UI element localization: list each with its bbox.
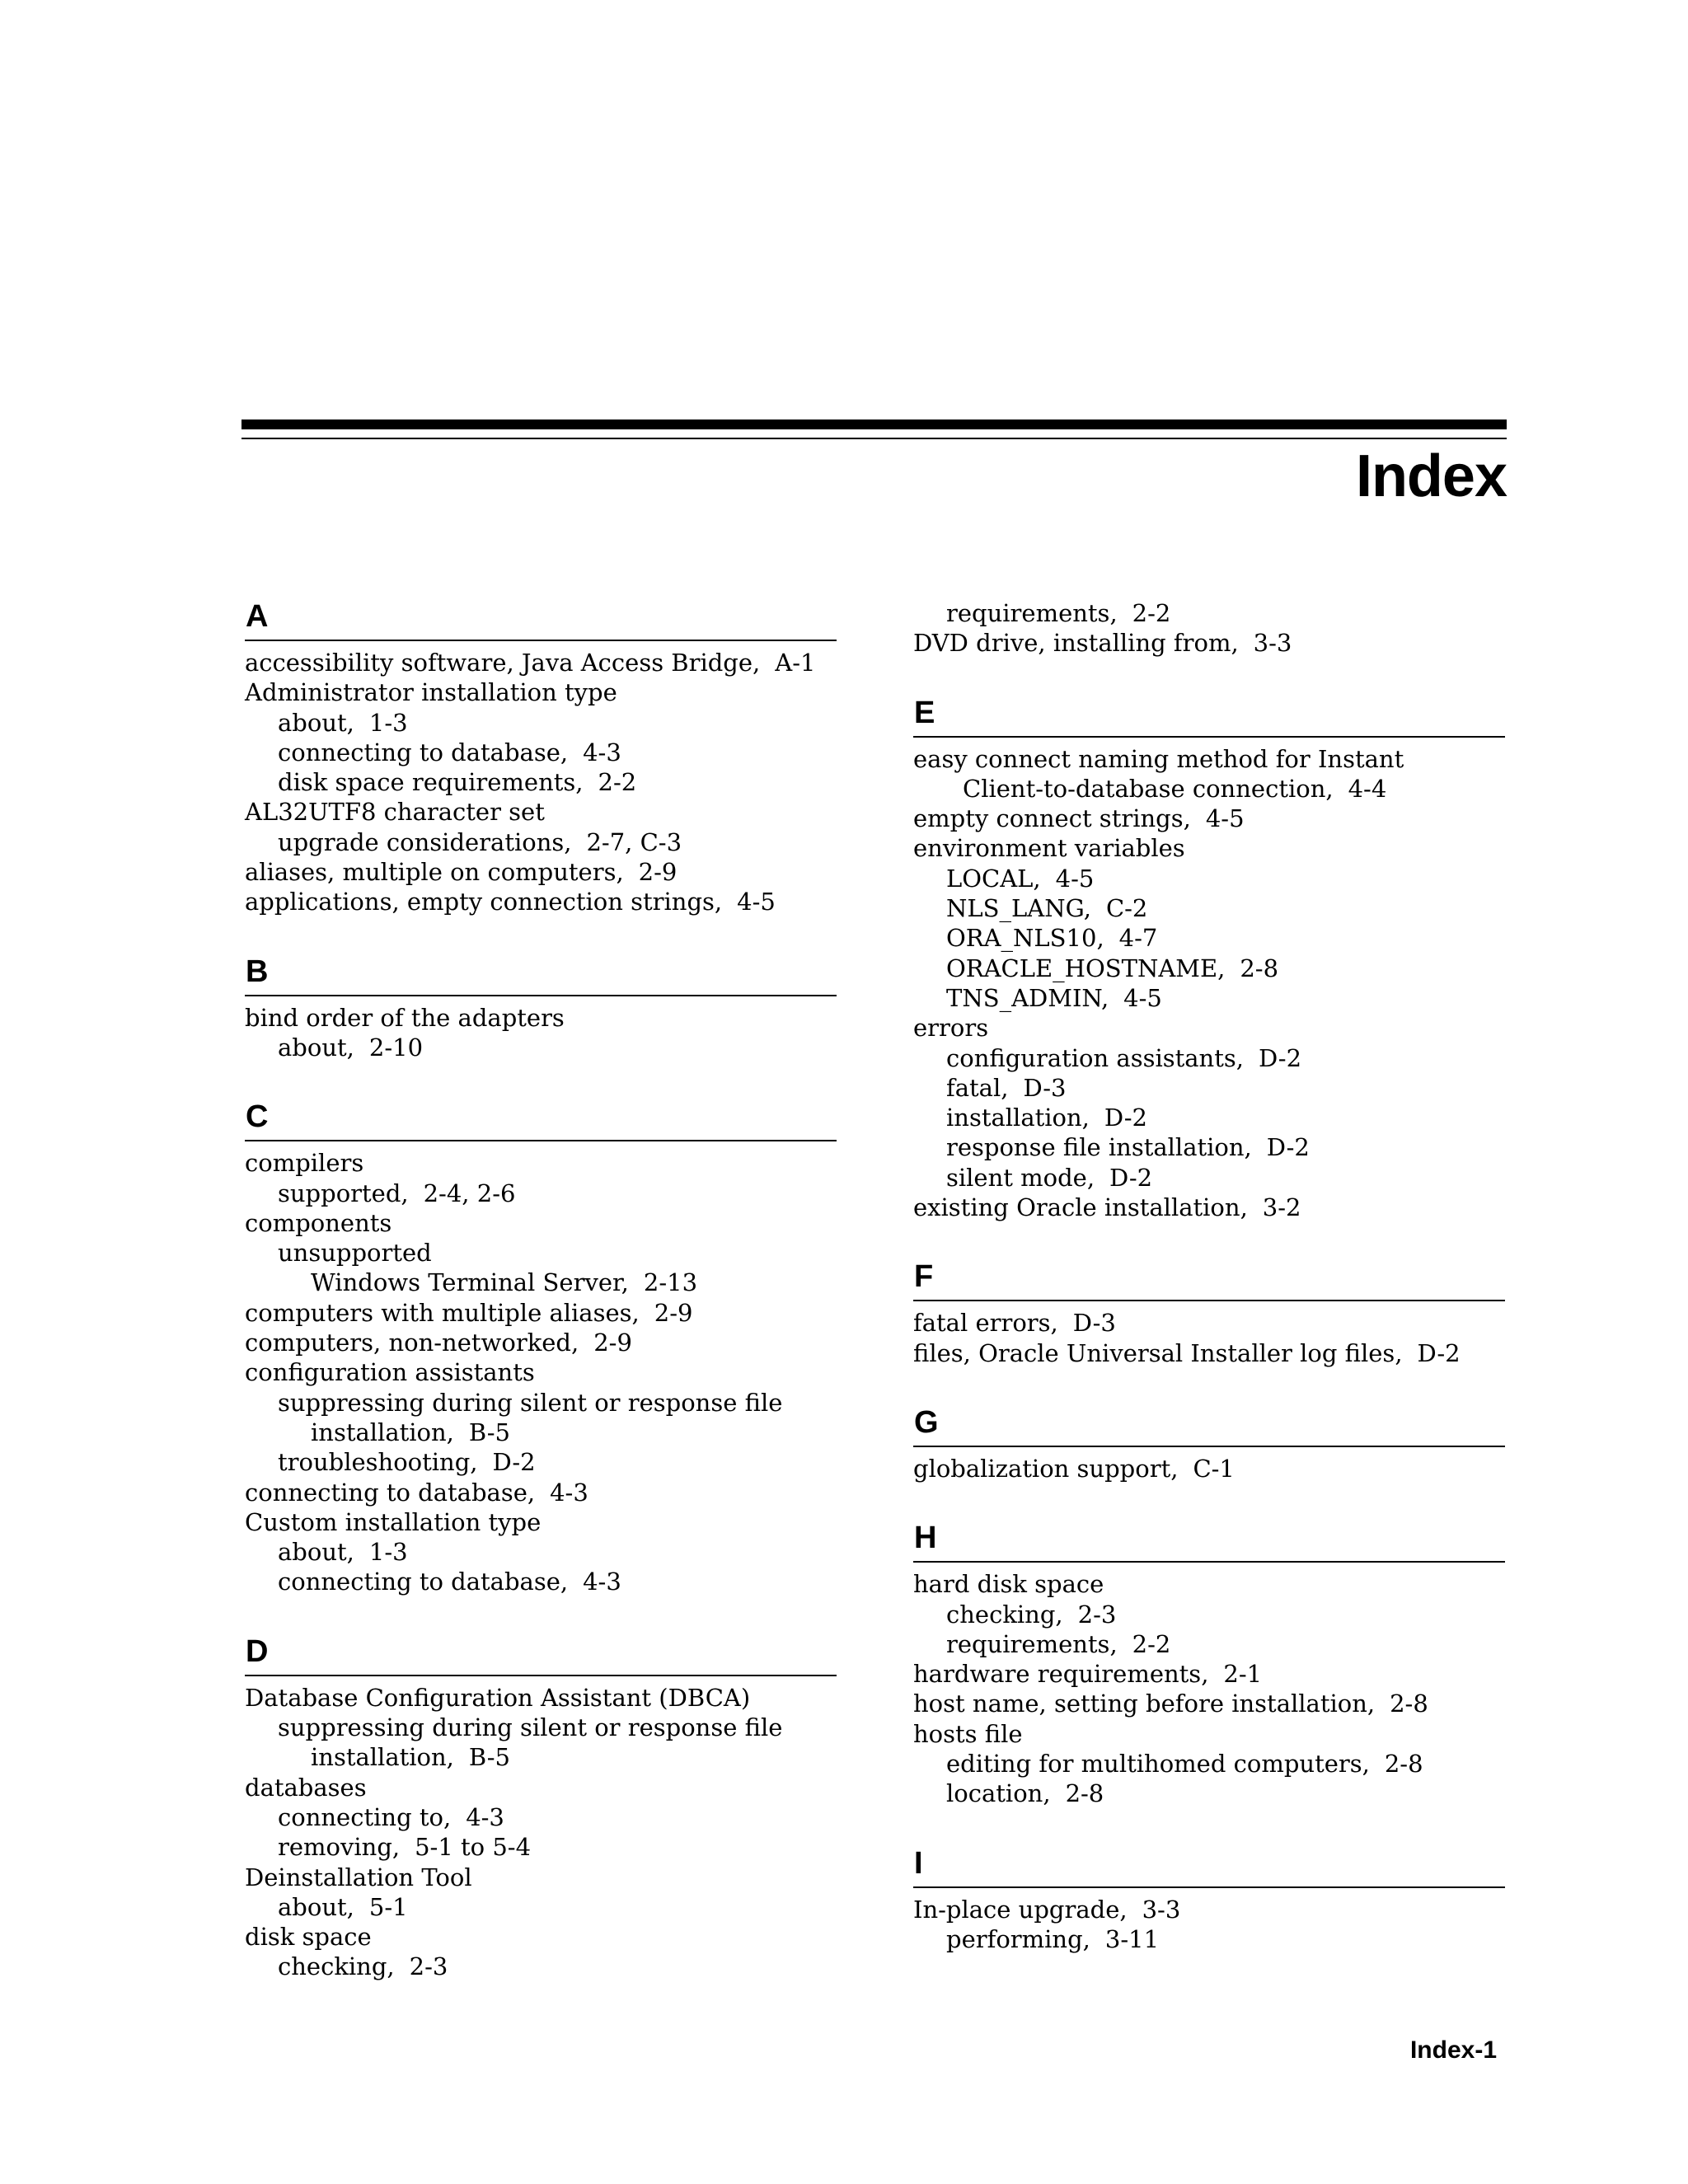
index-page-ref: 4-5 <box>737 888 776 916</box>
index-page-ref: 4-5 <box>1055 864 1095 893</box>
index-term: host name, setting before installation, <box>913 1690 1376 1718</box>
index-entry <box>245 1268 837 1297</box>
index-entry <box>245 708 837 738</box>
index-term: Custom installation type <box>245 1507 542 1536</box>
index-page-ref: 2-1 <box>1223 1660 1263 1689</box>
index-entry-list <box>913 1447 1505 1483</box>
index-term: ORA_NLS10, <box>946 924 1104 953</box>
index-term: unsupported <box>278 1239 432 1268</box>
index-page-ref: D-2 <box>1104 1104 1147 1132</box>
index-entry <box>245 1478 837 1507</box>
index-entry <box>245 738 837 767</box>
index-term: compilers <box>245 1149 364 1178</box>
index-entry <box>245 1148 837 1178</box>
index-entry <box>245 1447 837 1477</box>
index-entry <box>913 1132 1505 1162</box>
index-section <box>245 593 837 917</box>
index-entry <box>245 1832 837 1862</box>
index-entry <box>245 1713 837 1742</box>
index-entry-list <box>913 738 1505 1223</box>
index-term: empty connect strings, <box>913 804 1191 833</box>
index-entry <box>913 598 1505 628</box>
index-page-ref: 2-3 <box>409 1952 448 1981</box>
index-term: installation, <box>311 1418 454 1446</box>
index-term: about, <box>278 1538 354 1567</box>
index-entry <box>913 864 1505 893</box>
index-entry <box>913 628 1505 658</box>
index-entry <box>245 677 837 707</box>
index-entry <box>913 1043 1505 1073</box>
index-page-ref: 2-8 <box>1390 1690 1428 1718</box>
index-term: fatal, <box>946 1073 1009 1102</box>
index-entry-list <box>913 1563 1505 1808</box>
index-term: suppressing during silent or response file <box>278 1388 783 1417</box>
index-entry <box>245 1357 837 1387</box>
index-page-ref: 2-3 <box>1077 1600 1117 1629</box>
index-entry <box>913 1013 1505 1043</box>
index-term: suppressing during silent or response file <box>278 1713 783 1742</box>
index-entry-list <box>913 1301 1505 1368</box>
section-letter-heading: A <box>245 593 837 641</box>
index-section <box>245 1629 837 1982</box>
index-entry <box>245 1003 837 1033</box>
index-page-ref: D-2 <box>1259 1043 1302 1072</box>
index-term: connecting to database, <box>278 738 569 766</box>
index-column-left <box>245 593 837 2013</box>
index-entry <box>913 1163 1505 1193</box>
index-term: editing for multihomed computers, <box>946 1750 1370 1779</box>
index-entry <box>245 767 837 797</box>
index-column-right <box>913 598 1505 1985</box>
index-entry <box>245 797 837 827</box>
index-page-ref: 3-2 <box>1262 1193 1301 1222</box>
index-term: databases <box>245 1773 367 1802</box>
index-entry <box>245 1773 837 1802</box>
index-term: checking, <box>278 1952 395 1981</box>
index-term: bind order of the adapters <box>245 1003 565 1032</box>
index-entry <box>245 1952 837 1981</box>
index-entry <box>245 1328 837 1357</box>
index-term: Client-to-database connection, <box>963 774 1334 803</box>
index-entry <box>245 1683 837 1713</box>
index-section <box>913 690 1505 1223</box>
index-entry <box>245 1742 837 1772</box>
index-page-ref: C-2 <box>1105 894 1148 923</box>
index-page-ref: 4-3 <box>466 1802 504 1831</box>
index-entry <box>245 1418 837 1447</box>
index-entry <box>913 1308 1505 1338</box>
index-page-ref: 2-2 <box>1132 599 1171 627</box>
index-entry <box>913 1454 1505 1483</box>
index-term: disk space requirements, <box>278 768 584 797</box>
index-page-ref: 2-9 <box>593 1329 632 1357</box>
index-entry <box>245 1567 837 1596</box>
index-page-ref: 4-7 <box>1118 924 1158 953</box>
page-folio: Index-1 <box>1409 2036 1497 2064</box>
index-entry <box>245 1033 837 1062</box>
section-letter-heading: B <box>245 949 837 996</box>
index-term: configuration assistants <box>245 1358 535 1387</box>
index-entry <box>913 1103 1505 1132</box>
index-page-ref: 2-9 <box>638 858 678 887</box>
index-page-ref: C-1 <box>1193 1454 1235 1483</box>
index-term: response file installation, <box>946 1133 1252 1162</box>
index-page-ref: 3-3 <box>1142 1895 1181 1924</box>
index-page-ref: 4-3 <box>550 1478 588 1507</box>
index-page-ref: 4-3 <box>583 1568 621 1596</box>
index-term: globalization support, <box>913 1454 1179 1483</box>
section-letter-heading: E <box>913 690 1505 738</box>
index-entry <box>245 1802 837 1832</box>
index-page-ref: 4-5 <box>1123 983 1162 1012</box>
title-rule-thick <box>241 419 1507 429</box>
index-page-ref: 2-10 <box>368 1033 424 1062</box>
index-entry <box>913 1749 1505 1779</box>
index-page-ref: 2-8 <box>1384 1750 1423 1779</box>
index-term: computers with multiple aliases, <box>245 1298 640 1327</box>
index-term: troubleshooting, <box>278 1448 478 1477</box>
title-rule-thin <box>241 438 1507 439</box>
index-entry <box>913 1924 1505 1954</box>
index-term: configuration assistants, <box>946 1043 1244 1072</box>
index-entry <box>245 1298 837 1328</box>
index-term: ORACLE_HOSTNAME, <box>946 954 1226 982</box>
index-section <box>245 949 837 1063</box>
index-entry <box>245 857 837 887</box>
index-page-ref: 4-4 <box>1348 774 1387 803</box>
index-term: applications, empty connection strings, <box>245 888 723 916</box>
index-entry-list <box>245 641 837 917</box>
section-letter-heading: F <box>913 1254 1505 1301</box>
index-page-ref: B-5 <box>468 1418 511 1446</box>
index-entry <box>913 1569 1505 1599</box>
index-term: hard disk space <box>913 1570 1104 1599</box>
index-term: easy connect naming method for Instant <box>913 744 1404 773</box>
index-entry <box>245 1863 837 1892</box>
section-letter-heading: D <box>245 1629 837 1676</box>
index-term: about, <box>278 1892 354 1921</box>
page-title: Index <box>1355 443 1507 509</box>
index-page-ref: 2-8 <box>1240 954 1279 982</box>
index-entry <box>913 1719 1505 1749</box>
index-entry <box>245 1238 837 1268</box>
index-page-ref: D-2 <box>1266 1133 1310 1162</box>
index-term: location, <box>946 1779 1051 1808</box>
index-term: about, <box>278 1033 354 1062</box>
index-entry-list <box>913 1888 1505 1955</box>
index-page-ref: D-2 <box>1109 1163 1153 1192</box>
index-term: components <box>245 1208 392 1237</box>
index-term: NLS_LANG, <box>946 894 1091 923</box>
index-term: connecting to database, <box>278 1568 569 1596</box>
index-page-ref: 2-2 <box>598 768 637 797</box>
index-entry-list <box>245 996 837 1063</box>
index-term: hosts file <box>913 1719 1023 1748</box>
index-term: disk space <box>245 1923 372 1952</box>
index-section <box>913 598 1505 658</box>
index-term: about, <box>278 708 354 737</box>
index-term: files, Oracle Universal Installer log files, <box>913 1338 1403 1367</box>
index-term: installation, <box>311 1743 454 1772</box>
section-letter-heading: C <box>245 1094 837 1141</box>
index-entry <box>913 1338 1505 1368</box>
index-entry <box>913 954 1505 983</box>
index-term: environment variables <box>913 834 1185 863</box>
index-term: installation, <box>946 1104 1090 1132</box>
index-term: Windows Terminal Server, <box>311 1268 629 1297</box>
index-entry <box>913 1073 1505 1103</box>
index-term: computers, non-networked, <box>245 1329 579 1357</box>
index-page-ref: D-3 <box>1072 1309 1116 1338</box>
index-entry <box>245 1892 837 1922</box>
index-entry <box>245 1208 837 1238</box>
index-page-ref: 2-7, C-3 <box>586 827 682 856</box>
index-term: fatal errors, <box>913 1309 1058 1338</box>
index-page-ref: D-3 <box>1023 1073 1067 1102</box>
index-term: existing Oracle installation, <box>913 1193 1248 1222</box>
index-term: DVD drive, installing from, <box>913 629 1239 658</box>
index-entry <box>913 923 1505 953</box>
index-section <box>913 1254 1505 1368</box>
index-page-ref: 4-5 <box>1205 804 1245 833</box>
index-page-ref: D-2 <box>492 1448 536 1477</box>
index-entry-list <box>913 598 1505 658</box>
index-page-ref: 4-3 <box>583 738 621 766</box>
index-term: requirements, <box>946 1629 1118 1658</box>
section-letter-heading: G <box>913 1399 1505 1447</box>
index-page-ref: 5-1 to 5-4 <box>415 1833 532 1862</box>
index-term: supported, <box>278 1179 409 1207</box>
index-term: requirements, <box>946 599 1118 627</box>
index-entry <box>913 1600 1505 1629</box>
index-page-ref: 2-2 <box>1132 1629 1171 1658</box>
index-entry <box>913 893 1505 923</box>
index-page-ref: 2-4, 2-6 <box>423 1179 516 1207</box>
index-entry <box>245 648 837 677</box>
index-page-ref: 2-13 <box>643 1268 698 1297</box>
index-term: upgrade considerations, <box>278 827 572 856</box>
index-entry <box>913 983 1505 1013</box>
index-entry <box>913 804 1505 833</box>
section-letter-heading: I <box>913 1840 1505 1888</box>
index-entry <box>913 1779 1505 1808</box>
index-section <box>913 1840 1505 1955</box>
index-entry <box>913 744 1505 774</box>
index-entry-list <box>245 1141 837 1596</box>
index-term: Deinstallation Tool <box>245 1863 472 1891</box>
index-term: accessibility software, Java Access Bridge, <box>245 649 761 677</box>
index-term: In-place upgrade, <box>913 1895 1128 1924</box>
index-page-ref: 2-9 <box>654 1298 693 1327</box>
index-term: Database Configuration Assistant (DBCA) <box>245 1683 751 1712</box>
index-page-ref: 2-8 <box>1065 1779 1104 1808</box>
index-entry <box>913 1629 1505 1659</box>
index-page-ref: 5-1 <box>368 1892 408 1921</box>
section-letter-heading: H <box>913 1515 1505 1563</box>
index-term: checking, <box>946 1600 1063 1629</box>
index-page-ref: D-2 <box>1417 1338 1461 1367</box>
index-term: performing, <box>946 1924 1090 1953</box>
index-term: Administrator installation type <box>245 678 617 707</box>
index-term: connecting to database, <box>245 1478 536 1507</box>
index-entry <box>913 1689 1505 1718</box>
index-term: hardware requirements, <box>913 1660 1209 1689</box>
index-term: LOCAL, <box>946 864 1041 893</box>
index-entry <box>245 1179 837 1208</box>
index-entry <box>913 1193 1505 1222</box>
index-entry <box>245 1388 837 1418</box>
index-entry <box>913 774 1505 804</box>
index-entry <box>245 887 837 916</box>
index-term: connecting to, <box>278 1802 452 1831</box>
index-term: aliases, multiple on computers, <box>245 858 624 887</box>
index-term: errors <box>913 1014 989 1043</box>
index-page-ref: 3-3 <box>1253 629 1292 658</box>
index-term: TNS_ADMIN, <box>946 983 1109 1012</box>
index-term: AL32UTF8 character set <box>245 798 545 827</box>
index-page-ref: A-1 <box>775 649 816 677</box>
index-term: silent mode, <box>946 1163 1095 1192</box>
index-section <box>245 1094 837 1596</box>
index-page-ref: 1-3 <box>368 708 408 737</box>
index-section <box>913 1515 1505 1808</box>
index-section <box>913 1399 1505 1483</box>
index-page-ref: 3-11 <box>1104 1924 1160 1953</box>
index-entry <box>913 1659 1505 1689</box>
index-entry <box>245 1922 837 1952</box>
index-entry <box>245 1507 837 1537</box>
index-page-ref: 1-3 <box>368 1538 408 1567</box>
index-page-ref: B-5 <box>468 1743 511 1772</box>
index-entry <box>913 833 1505 863</box>
index-entry <box>245 1537 837 1567</box>
index-entry <box>245 827 837 857</box>
index-entry-list <box>245 1676 837 1982</box>
index-term: removing, <box>278 1833 401 1862</box>
index-entry <box>913 1895 1505 1924</box>
